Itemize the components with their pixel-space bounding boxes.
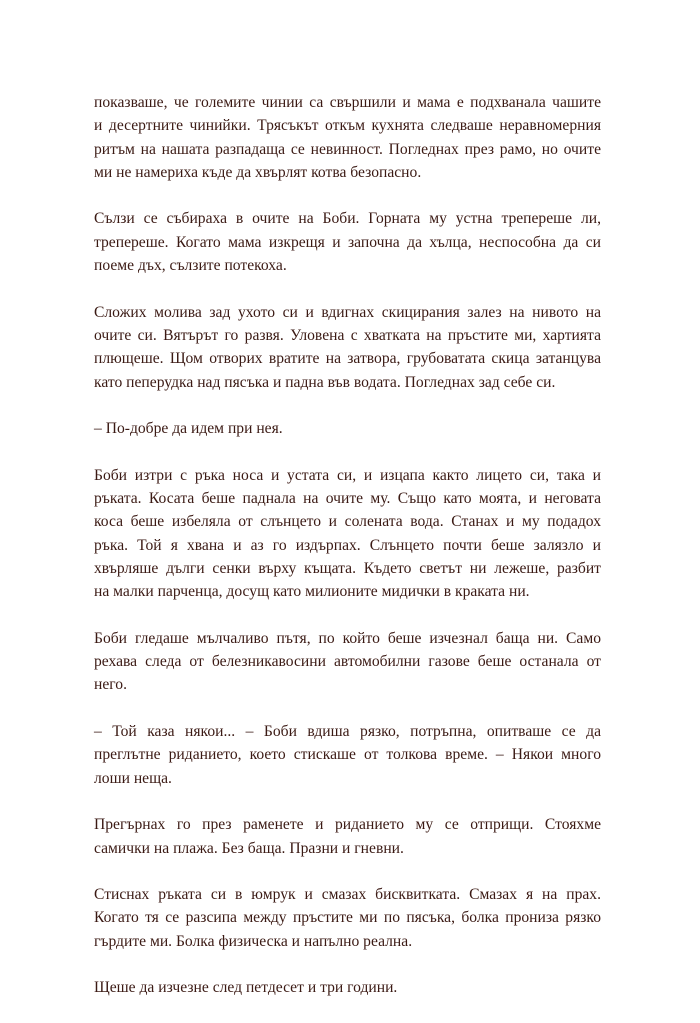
text-line: хвърляше дълги сенки върху къщата. Където светът ни лежеше, разбит <box>94 559 601 577</box>
text-line: плющеше. Щом отворих вратите на затвора, грубоватата скица затанцува <box>94 350 601 368</box>
text-line: преглътне риданието, което стискаше от толкова време. – Някои много <box>94 746 601 764</box>
paragraph-7 <box>94 720 601 790</box>
text-line: поеме дъх, сълзите потекоха. <box>94 257 287 275</box>
text-line: Стиснах ръката си в юмрук и смазах бисквитката. Смазах я на прах. <box>94 886 601 904</box>
text-line: Боби гледаше мълчаливо пътя, по който беше изчезнал баща ни. Само <box>94 629 601 647</box>
text-line: ми не намериха къде да хвърлят котва безопасно. <box>94 163 422 181</box>
paragraph-3 <box>94 301 601 394</box>
text-line: Боби изтри с ръка носа и устата си, и изцапа както лицето си, така и <box>94 466 601 484</box>
text-line: самички на плажа. Без баща. Празни и гневни. <box>94 839 404 857</box>
text-line: като пеперудка над пясъка и падна във водата. Погледнах зад себе си. <box>94 373 556 391</box>
text-line: лоши неща. <box>94 769 172 787</box>
text-line: ръката. Косата беше паднала на очите му. Също като моята, и неговата <box>94 490 601 508</box>
text-line: гърдите ми. Болка физическа и напълно реална. <box>94 932 413 950</box>
text-line: Прегърнах го през раменете и риданието му се отприщи. Стояхме <box>94 816 601 834</box>
text-line: ръка. Той я хвана и аз го издърпах. Слънцето почти беше залязло и <box>94 536 601 554</box>
text-line: рехава следа от белезникавосини автомобилни газове беше останала от <box>94 653 601 671</box>
text-line: – По-добре да идем при нея. <box>94 420 283 438</box>
text-line: него. <box>94 676 127 694</box>
text-line: Сложих молива зад ухото си и вдигнах скицирания залез на нивото на <box>94 303 601 321</box>
text-line: Сълзи се събираха в очите на Боби. Горната му устна трепереше ли, <box>94 210 601 228</box>
text-line: ритъм на нашата разпадаща се невинност. Погледнах през рамо, но очите <box>94 140 601 158</box>
text-line: на малки парченца, досущ като милионите мидички в краката ни. <box>94 583 530 601</box>
text-line: – Той каза някои... – Боби вдиша рязко, потръпна, опитваше се да <box>94 723 601 741</box>
text-line: Когато тя се разсипа между пръстите ми по пясъка, болка прониза рязко <box>94 909 601 927</box>
paragraph-9 <box>94 883 601 953</box>
text-line: показваше, че големите чинии са свършили и мама е подхванала чашите <box>94 94 601 111</box>
text-line: трепереше. Когато мама изкрещя и започна да хълца, неспособна да си <box>94 233 601 251</box>
text-line: и десертните чинийки. Трясъкът откъм кухнята следваше неравномерния <box>94 117 601 135</box>
paragraph-4 <box>94 417 601 440</box>
text-column <box>94 91 601 1023</box>
text-line: коса беше избеляла от слънцето и солената вода. Станах и му подадох <box>94 513 601 531</box>
paragraph-5 <box>94 464 601 604</box>
paragraph-6 <box>94 627 601 697</box>
paragraph-8 <box>94 813 601 860</box>
text-line: Щеше да изчезне след петдесет и три години. <box>94 979 398 997</box>
paragraph-2 <box>94 207 601 277</box>
paragraph-1 <box>94 91 601 184</box>
text-line: очите си. Вятърът го развя. Уловена с хватката на пръстите ми, хартията <box>94 326 601 344</box>
